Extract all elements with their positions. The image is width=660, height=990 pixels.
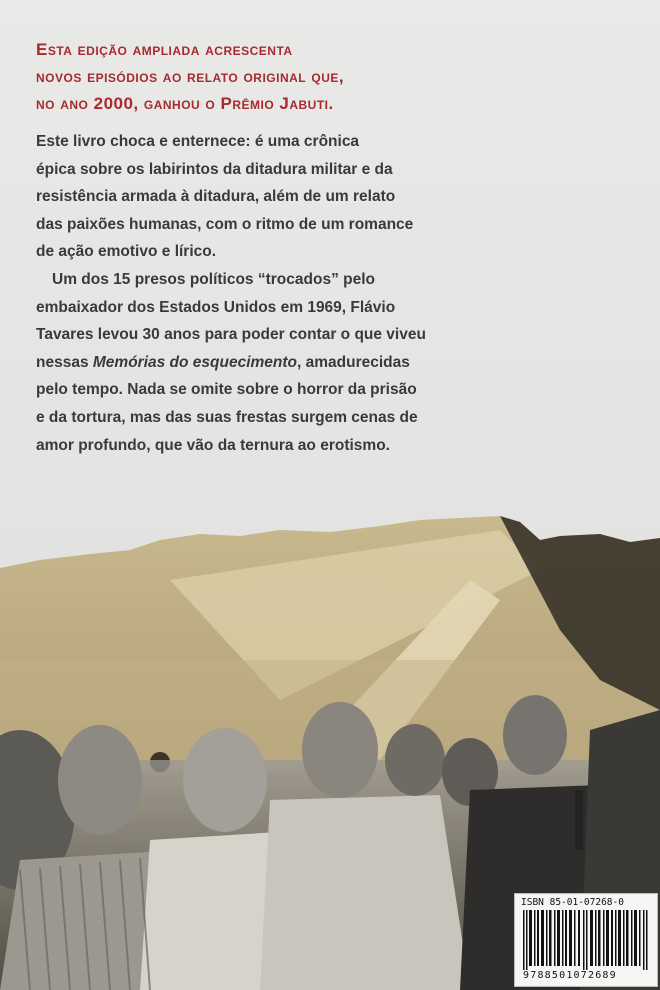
synopsis-line-6: Um dos 15 presos políticos “trocados” pelo: [52, 270, 375, 288]
synopsis-line-9: [36, 349, 636, 377]
isbn-label: ISBN 85-01-07268-0: [521, 897, 624, 908]
barcode: [514, 893, 658, 987]
synopsis-line-9-b: , amadurecidas: [297, 353, 410, 371]
barcode-bars: [523, 910, 649, 970]
synopsis-line-11: e da tortura, mas das suas frestas surgem cenas de: [36, 408, 418, 426]
synopsis-line-10: pelo tempo. Nada se omite sobre o horror da prisão: [36, 381, 417, 399]
synopsis-line-3: resistência armada à ditadura, além de um relato: [36, 188, 396, 206]
synopsis-line-2: épica sobre os labirintos da ditadura militar e da: [36, 160, 393, 178]
headline-line-1: Esta edição ampliada acrescenta: [36, 40, 293, 59]
synopsis-line-8: Tavares levou 30 anos para poder contar o que viveu: [36, 326, 426, 344]
synopsis-line-5: de ação emotivo e lírico.: [36, 243, 217, 261]
synopsis-line-12: amor profundo, que vão da ternura ao erotismo.: [36, 436, 390, 454]
headline-line-2: novos episódios ao relato original que,: [36, 67, 345, 86]
synopsis-line-1: Este livro choca e enternece: é uma crônica: [36, 133, 360, 150]
synopsis: [36, 128, 636, 459]
synopsis-line-7: embaixador dos Estados Unidos em 1969, Flávio: [36, 298, 396, 316]
synopsis-line-9-a: nessas: [36, 353, 93, 371]
book-title-italic: Memórias do esquecimento: [92, 353, 298, 371]
headline: [36, 36, 636, 117]
synopsis-line-4: das paixões humanas, com o ritmo de um romance: [36, 215, 414, 233]
ean-digits: 9788501072689: [523, 970, 617, 981]
headline-line-3: no ano 2000, ganhou o Prêmio Jabuti.: [36, 94, 334, 113]
